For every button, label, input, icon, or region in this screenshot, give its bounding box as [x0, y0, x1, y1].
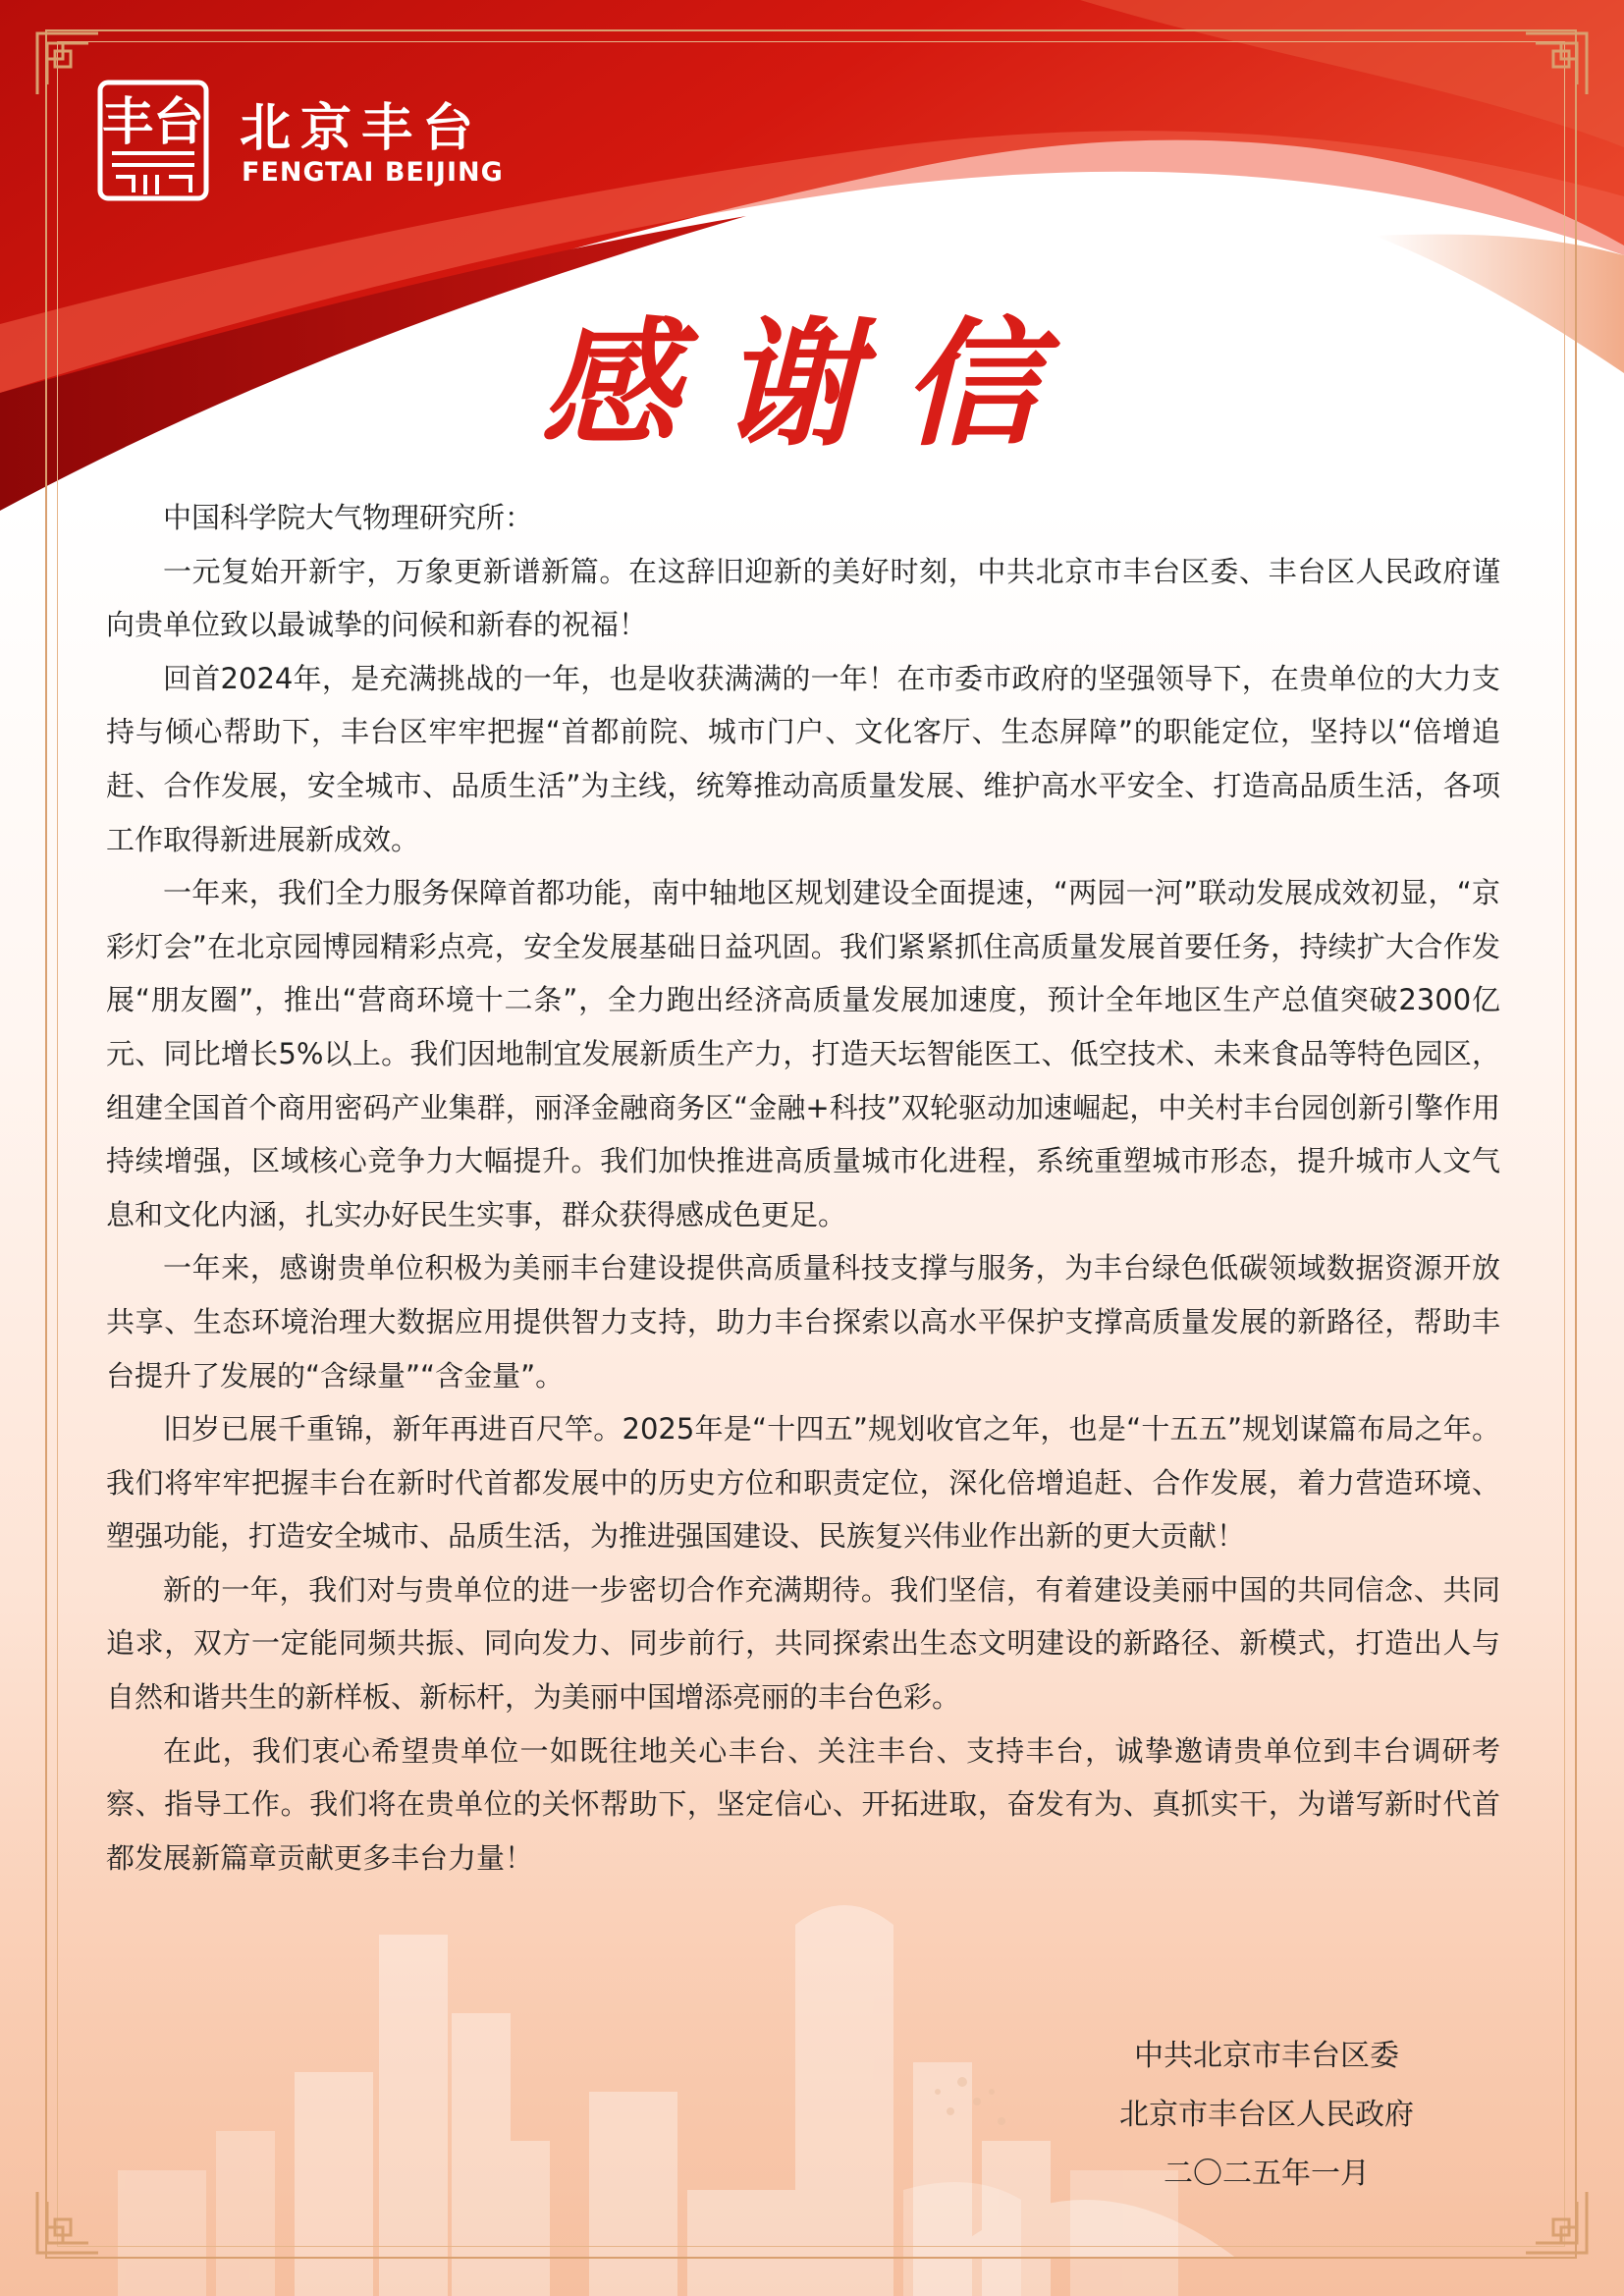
- signature-org-party: 中共北京市丰台区委: [1134, 2039, 1399, 2073]
- signature-date: 二〇二五年一月: [1164, 2157, 1370, 2191]
- paragraph: 在此，我们衷心希望贵单位一如既往地关心丰台、关注丰台、支持丰台，诚挚邀请贵单位到丰台调研考察、指导工作。我们将在贵单位的关怀帮助下，坚定信心、开拓进取，奋发有为、真抓实干，为谱写新时代首都发展新篇章贡献更多丰台力量！: [106, 1733, 1500, 1875]
- corner-ornament-icon: [33, 2188, 102, 2257]
- paragraph: 新的一年，我们对与贵单位的进一步密切合作充满期待。我们坚信，有着建设美丽中国的共同信念、共同追求，双方一定能同频共振、同向发力、同步前行，共同探索出生态文明建设的新路径、新模式，打造出人与自然和谐共生的新样板、新标杆，为美丽中国增添亮丽的丰台色彩。: [106, 1572, 1500, 1715]
- fengtai-seal-logo-icon: [94, 77, 212, 204]
- logo-title-en: FENGTAI BEIJING: [242, 157, 504, 188]
- corner-ornament-icon: [1522, 29, 1591, 98]
- paragraph: 回首2024年，是充满挑战的一年，也是收获满满的一年！在市委市政府的坚强领导下，在贵单位的大力支持与倾心帮助下，丰台区牢牢把握“首都前院、城市门户、文化客厅、生态屏障”的职能定位，坚持以“倍增追赶、合作发展，安全城市、品质生活”为主线，统筹推动高质量发展、维护高水平安全、打造高品质生活，各项工作取得新进展新成效。: [106, 661, 1500, 856]
- signature-block: [1119, 2027, 1414, 2204]
- signature-org-government: 北京市丰台区人民政府: [1119, 2098, 1414, 2132]
- letter-title: 感谢信: [540, 304, 1083, 465]
- paragraph: 旧岁已展千重锦，新年再进百尺竿。2025年是“十四五”规划收官之年，也是“十五五”规划谋篇布局之年。我们将牢牢把握丰台在新时代首都发展中的历史方位和职责定位，深化倍增追赶、合作发展，着力营造环境、塑强功能，打造安全城市、品质生活，为推进强国建设、民族复兴伟业作出新的更大贡献！: [106, 1412, 1500, 1554]
- corner-ornament-icon: [33, 29, 102, 98]
- salutation: 中国科学院大气物理研究所：: [163, 501, 534, 534]
- corner-ornament-icon: [1522, 2188, 1591, 2257]
- logo-title-cn: 北京丰台: [240, 99, 484, 158]
- paragraph: 一年来，我们全力服务保障首都功能，南中轴地区规划建设全面提速，“两园一河”联动发展成效初显，“京彩灯会”在北京园博园精彩点亮，安全发展基础日益巩固。我们紧紧抓住高质量发展首要任务，持续扩大合作发展“朋友圈”，推出“营商环境十二条”，全力跑出经济高质量发展加速度，预计全年地区生产总值突破2300亿元、同比增长5%以上。我们因地制宜发展新质生产力，打造天坛智能医工、低空技术、未来食品等特色园区，组建全国首个商用密码产业集群，丽泽金融商务区“金融+科技”双轮驱动加速崛起，中关村丰台园创新引擎作用持续增强，区域核心竞争力大幅提升。我们加快推进高质量城市化进程，系统重塑城市形态，提升城市人文气息和文化内涵，扎实办好民生实事，群众获得感成色更足。: [106, 876, 1500, 1231]
- svg-text:丰台: 丰台: [101, 92, 205, 152]
- letter-body: [106, 491, 1500, 1885]
- paragraph: 一元复始开新宇，万象更新谱新篇。在这辞旧迎新的美好时刻，中共北京市丰台区委、丰台区人民政府谨向贵单位致以最诚挚的问候和新春的祝福！: [106, 554, 1500, 642]
- paragraph: 一年来，感谢贵单位积极为美丽丰台建设提供高质量科技支撑与服务，为丰台绿色低碳领域数据资源开放共享、生态环境治理大数据应用提供智力支持，助力丰台探索以高水平保护支撑高质量发展的新路径，帮助丰台提升了发展的“含绿量”“含金量”。: [106, 1251, 1500, 1393]
